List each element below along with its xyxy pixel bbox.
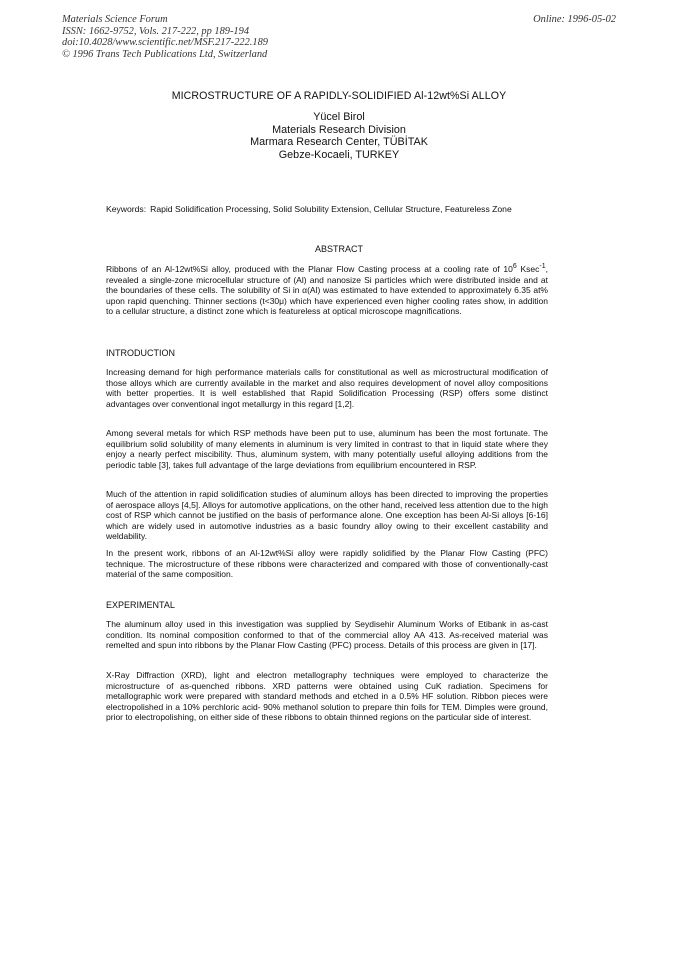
copyright-line: © 1996 Trans Tech Publications Ltd, Switzerland [62,48,268,60]
online-date: Online: 1996-05-02 [533,14,616,25]
introduction-paragraph-2: Among several metals for which RSP methods have been put to use, aluminum has been the most fortunate. The equilibrium solid solubility of many elements in aluminum is very limited in contrast to that in liquid state where they enjoy a nearly perfect miscibility. Thus, aluminum system, with many potentially useful alloying additions from the periodic table [3], takes full advantage of the large deviations from equilibrium encountered in RSP. [106,428,548,470]
author-block [0,111,678,161]
introduction-heading: INTRODUCTION [106,348,175,358]
experimental-paragraph-2: X-Ray Diffraction (XRD), light and electron metallography techniques were employed to characterize the microstructure of as-quenched ribbons. XRD patterns were obtained using CuK radiation. Specimens for metallographic work were prepared with standard methods and etched in a 0.5% HF solution. Ribbon pieces were electropolished in a 10% perchloric acid- 90% methanol solution to prepare thin foils for TEM. Dimples were ground, prior to electropolishing, on either side of these ribbons to obtain thinned regions on the particular side of interest. [106,670,548,723]
introduction-paragraph-4: In the present work, ribbons of an Al-12wt%Si alloy were rapidly solidified by the Planar Flow Casting (PFC) technique. The microstructure of these ribbons were characterized and compared with those of conventionally-cast material of the same composition. [106,548,548,580]
abstract-paragraph: Ribbons of an Al-12wt%Si alloy, produced with the Planar Flow Casting process at a cooling rate of $10^6$ Ksec$^{-1}$, revealed a single-zone microcellular structure of (Al) and nanosize Si particles which were distributed inside and at the boundaries of these cells. The solubility of Si in α(Al) was estimated to have extended to approximately 6.35 at% upon rapid quenching. Thinner sections (t<30μ) which have experienced even higher cooling rates show, in addition to a cellular structure, a distinct zone which is featureless at optical microscope magnifications. [106,263,548,317]
keywords-section [106,204,546,215]
issn-line: ISSN: 1662-9752, Vols. 217-222, pp 189-194 [62,25,250,37]
experimental-paragraph-1: The aluminum alloy used in this investigation was supplied by Seydisehir Aluminum Works of Etibank in as-cast condition. Its nominal composition conformed to that of the commercial alloy AA 413. As-received material was remelted and spun into ribbons by the Planar Flow Casting (PFC) process. Details of this process are given in [17]. [106,619,548,651]
keywords-text: Rapid Solidification Processing, Solid Solubility Extension, Cellular Structure, Featureless Zone [150,204,512,214]
author-name: Yücel Birol [313,111,365,123]
author-center: Marmara Research Center, TÜBİTAK [250,136,428,149]
publication-metadata [62,14,268,60]
doi-line[interactable]: doi:10.4028/www.scientific.net/MSF.217-222.189 [62,37,268,49]
paper-title: MICROSTRUCTURE OF A RAPIDLY-SOLIDIFIED Al-12wt%Si ALLOY [171,90,507,102]
experimental-heading: EXPERIMENTAL [106,600,175,610]
abstract-heading: ABSTRACT [314,244,363,254]
author-division: Materials Research Division [272,123,406,136]
introduction-paragraph-1: Increasing demand for high performance materials calls for constitutional as well as microstructural modification of those alloys which are currently available in the market and also requires development of novel alloy compositions with better properties. It is well established that Rapid Solidification Processing (RSP) offers some distinct advantages over conventional ingot metallurgy in this regard [1,2]. [106,367,548,409]
introduction-paragraph-3: Much of the attention in rapid solidification studies of aluminum alloys has been directed to improving the properties of aerospace alloys [4,5]. Alloys for automotive applications, on the other hand, received less attention due to the high cost of RSP which cannot be justified on the basis of performance alone. One exception has been Al-Si alloys [6-16] which are widely used in automotive industries as a basic foundry alloy owing to their excellent castability and weldability. [106,489,548,542]
journal-name: Materials Science Forum [62,14,168,25]
keywords-label: Keywords: [106,204,147,214]
author-location: Gebze-Kocaeli, TURKEY [278,148,400,161]
